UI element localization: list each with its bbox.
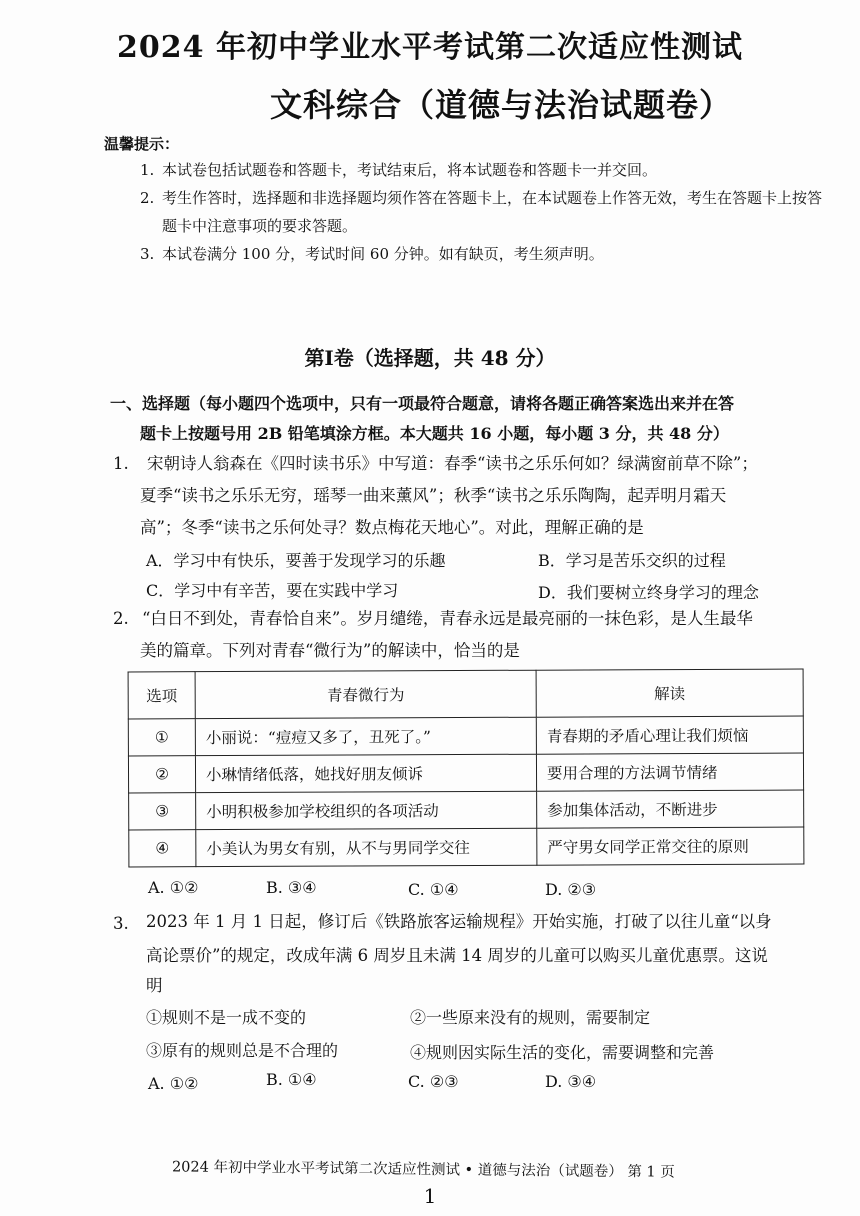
tip-number: 2. bbox=[140, 189, 155, 207]
table-header: 青春微行为 bbox=[195, 670, 536, 718]
table-header: 选项 bbox=[128, 672, 195, 719]
q2-option-c: C. ①④ bbox=[408, 880, 459, 899]
tips-heading: 温馨提示： bbox=[104, 135, 180, 153]
tip-1 bbox=[140, 156, 830, 184]
q1-option-a: A．学习中有快乐，要善于发现学习的乐趣 bbox=[146, 551, 446, 570]
table-cell: 小美认为男女有别，从不与男同学交往 bbox=[196, 828, 537, 866]
q3-statement-4: ④规则因实际生活的变化，需要调整和完善 bbox=[410, 1043, 715, 1062]
table-header: 解读 bbox=[536, 669, 803, 717]
tip-number: 1. bbox=[140, 161, 155, 179]
part-heading-line2: 题卡上按题号用 2B 铅笔填涂方框。本大题共 16 小题，每小题 3 分，共 48 分） bbox=[140, 424, 729, 443]
table-cell: ④ bbox=[129, 830, 196, 867]
q2-line2: 美的篇章。下列对青春“微行为”的解读中，恰当的是 bbox=[140, 641, 520, 660]
table-row bbox=[128, 753, 803, 793]
q1-number: 1. bbox=[113, 454, 129, 473]
q3-option-d: D. ③④ bbox=[545, 1072, 597, 1091]
q2-option-d: D. ②③ bbox=[545, 880, 597, 899]
tip-number: 3. bbox=[140, 245, 155, 263]
table-cell: ③ bbox=[129, 793, 196, 830]
tip-3 bbox=[140, 240, 830, 268]
part-heading bbox=[110, 388, 734, 420]
q1-option-b: B．学习是苦乐交织的过程 bbox=[538, 551, 726, 570]
table-header-row bbox=[128, 669, 803, 719]
q3-option-c: C. ②③ bbox=[408, 1072, 459, 1091]
table-row bbox=[129, 827, 804, 867]
tip-text: 本试卷满分 100 分，考试时间 60 分钟。如有缺页，考生须声明。 bbox=[162, 245, 604, 263]
page-number: 1 bbox=[423, 1184, 437, 1208]
tip-text: 本试卷包括试题卷和答题卡，考试结束后，将本试题卷和答题卡一并交回。 bbox=[162, 161, 658, 179]
tip-2 bbox=[140, 184, 835, 240]
q3-option-b: B. ①④ bbox=[266, 1070, 317, 1089]
tip-text: 考生作答时，选择题和非选择题均须作答在答题卡上，在本试题卷上作答无效，考生在答题卡上按答题卡中注意事项的要求答题。 bbox=[162, 189, 823, 235]
section-title: 第Ⅰ卷（选择题，共 48 分） bbox=[304, 346, 556, 370]
part-heading-cont bbox=[140, 418, 729, 450]
table-row bbox=[128, 716, 803, 756]
q2-table bbox=[128, 669, 805, 868]
table-cell: 参加集体活动，不断进步 bbox=[537, 790, 804, 828]
table-cell: 要用合理的方法调节情绪 bbox=[536, 753, 803, 791]
page-footer: 2024 年初中学业水平考试第二次适应性测试 • 道德与法治（试题卷） 第 1 页 bbox=[171, 1159, 675, 1181]
q2-option-a: A. ①② bbox=[148, 878, 199, 897]
q3-line1: 2023 年 1 月 1 日起，修订后《铁路旅客运输规程》开始实施，打破了以往儿童“以身 bbox=[146, 912, 772, 931]
q3-statement-1: ①规则不是一成不变的 bbox=[146, 1008, 307, 1027]
exam-subtitle: 文科综合（道德与法治试题卷） bbox=[270, 86, 733, 124]
table-cell: 小琳情绪低落，她找好朋友倾诉 bbox=[195, 754, 536, 792]
q2-option-b: B. ③④ bbox=[266, 878, 317, 897]
table-cell: ② bbox=[128, 756, 195, 793]
q3-line2: 高论票价”的规定，改成年满 6 周岁且未满 14 周岁的儿童可以购买儿童优惠票。这说 bbox=[146, 946, 768, 965]
q3-line3: 明 bbox=[146, 976, 163, 995]
table-cell: 小丽说：“痘痘又多了，丑死了。” bbox=[195, 717, 536, 755]
q2-line1: “白日不到处，青春恰自来”。岁月缱绻，青春永远是最亮丽的一抹色彩，是人生最华 bbox=[142, 609, 753, 628]
exam-title: 2024 年初中学业水平考试第二次适应性测试 bbox=[117, 30, 743, 65]
table-cell: 严守男女同学正常交往的原则 bbox=[537, 827, 804, 865]
table-cell: 青春期的矛盾心理让我们烦恼 bbox=[536, 716, 803, 754]
part-heading-line1: 一、选择题（每小题四个选项中，只有一项最符合题意，请将各题正确答案选出来并在答 bbox=[110, 394, 735, 413]
q3-statement-3: ③原有的规则总是不合理的 bbox=[146, 1041, 339, 1060]
q1-line2: 夏季“读书之乐乐无穷，瑶琴一曲来薰风”；秋季“读书之乐乐陶陶，起弄明月霜天 bbox=[140, 486, 727, 505]
q1-line3: 高”；冬季“读书之乐何处寻？数点梅花天地心”。对此，理解正确的是 bbox=[140, 518, 644, 537]
q3-statement-2: ②一些原来没有的规则，需要制定 bbox=[410, 1008, 651, 1027]
table-cell: 小明积极参加学校组织的各项活动 bbox=[196, 791, 537, 829]
table-cell: ① bbox=[128, 719, 195, 756]
q3-option-a: A. ①② bbox=[148, 1074, 199, 1093]
q3-number: 3. bbox=[113, 914, 129, 933]
q1-option-c: C．学习中有辛苦，要在实践中学习 bbox=[146, 581, 399, 600]
q1-option-d: D．我们要树立终身学习的理念 bbox=[538, 583, 759, 602]
table-row bbox=[129, 790, 804, 830]
q1-line1: 宋朝诗人翁森在《四时读书乐》中写道：春季“读书之乐乐何如？绿满窗前草不除”； bbox=[147, 454, 758, 473]
q2-number: 2. bbox=[113, 609, 129, 628]
